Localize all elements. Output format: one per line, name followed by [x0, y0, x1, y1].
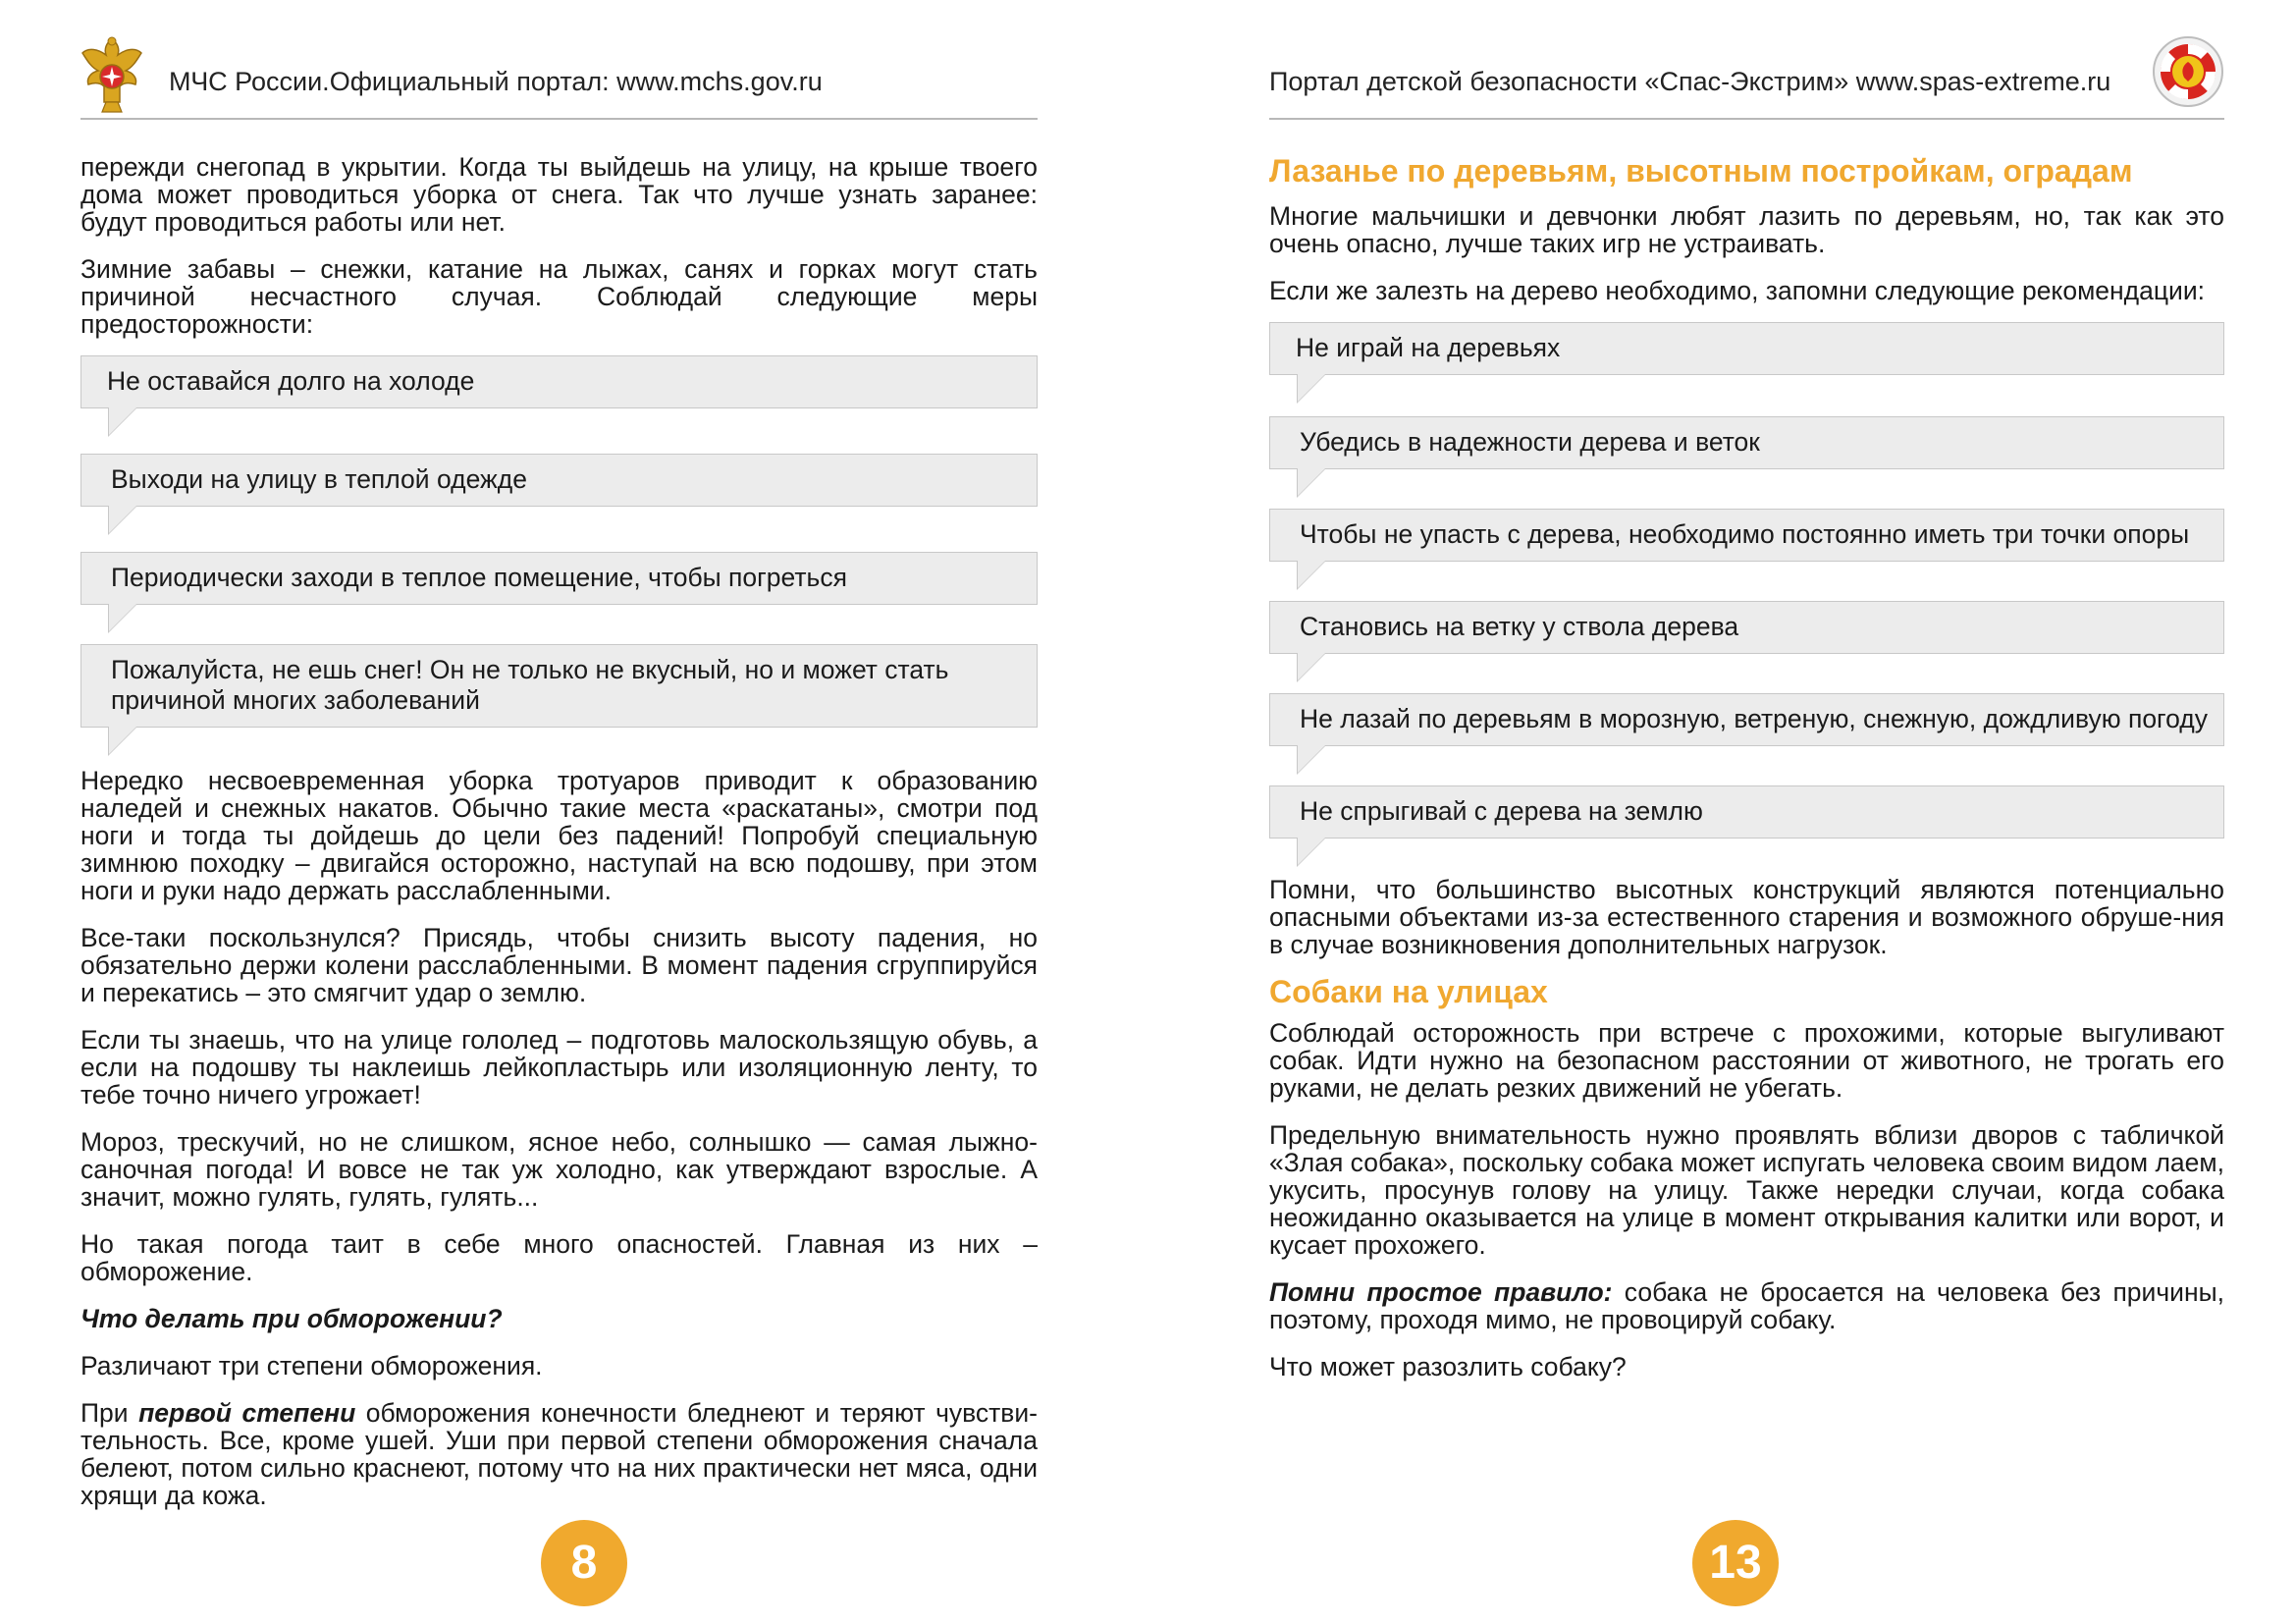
callout-box: Выходи на улицу в теплой одежде — [80, 454, 1038, 507]
text-run: собака не бросается на человека без причины, поэтому, проходя мимо, не провоцируй собаку. — [1269, 1277, 2224, 1334]
paragraph: Помни, что большинство высотных конструкций являются потенциально опасными объектами из-за естественного старения и возможного обруше-ния в случае возникновения дополнительных нагрузок. — [1269, 875, 2224, 959]
paragraph — [1269, 1278, 2224, 1333]
paragraph: Различают три степени обморожения. — [80, 1351, 543, 1380]
page-header — [1269, 29, 2224, 120]
text-run: При — [80, 1398, 139, 1428]
section-heading: Собаки на улицах — [1269, 974, 1548, 1009]
paragraph: пережди снегопад в укрытии. Когда ты выйдешь на улицу, на крыше твоего дома может проводиться уборка от снега. Так что лучше узнать заранее: будут проводиться работы или нет. — [80, 152, 1038, 237]
page-header — [80, 29, 1038, 120]
paragraph: Соблюдай осторожность при встрече с прохожими, которые выгуливают собак. Идти нужно на безопасном расстоянии от животного, не трогать его руками, не делать резких движений не убегать. — [1269, 1018, 2224, 1103]
subheading: Что делать при обморожении? — [80, 1304, 503, 1333]
left-content — [80, 153, 1038, 1529]
paragraph: Если ты знаешь, что на улице гололед – подготовь малоскользящую обувь, а если на подошву ты наклеишь лейкопластырь или изоляционную ленту, то тебе точно ничего угрожает! — [80, 1025, 1038, 1110]
callout-box: Не играй на деревьях — [1269, 322, 2224, 375]
right-content — [1269, 153, 2224, 1400]
section-heading: Лазанье по деревьям, высотным постройкам, оградам — [1269, 153, 2133, 189]
callout-box: Убедись в надежности дерева и веток — [1269, 416, 2224, 469]
header-title: МЧС России.Официальный портал: www.mchs.gov.ru — [169, 67, 823, 96]
callout-box: Пожалуйста, не ешь снег! Он не только не вкусный, но и может стать причиной многих заболеваний — [80, 644, 1038, 728]
paragraph: Все-таки поскользнулся? Присядь, чтобы снизить высоту падения, но обязательно держи колени расслабленными. В момент падения сгруппируйся и перекатись – это смягчит удар о землю. — [80, 923, 1038, 1007]
paragraph: Предельную внимательность нужно проявлять вблизи дворов с табличкой «Злая собака», поскольку собака может испугать человека своим видом лаем, укусить, просунув голову на улицу. Также нередки случаи, когда собака неожиданно оказывается на улице в момент открывания калитки или ворот, и кусает прохожего. — [1269, 1120, 2224, 1260]
paragraph: Многие мальчишки и девчонки любят лазить по деревьям, но, так как это очень опасно, лучше таких игр не устраивать. — [1269, 201, 2224, 258]
lifebuoy-logo-icon — [2152, 35, 2224, 108]
paragraph: Но такая погода таит в себе много опасностей. Главная из них – обморожение. — [80, 1229, 1038, 1286]
mchs-eagle-emblem-icon — [80, 33, 143, 114]
emphasis: первой степени — [138, 1398, 356, 1428]
page-number: 8 — [541, 1520, 627, 1606]
paragraph: Если же залезть на дерево необходимо, запомни следующие рекомендации: — [1269, 276, 2206, 305]
text-run: обморожения конечности бледнеют и теряют чувстви-тельность. Все, кроме ушей. Уши при первой степени обморожения сначала белеют, потом сильно краснеют, потому что на них практически нет мяса, одни хрящи да кожа. — [80, 1398, 1038, 1510]
callout-box: Не спрыгивай с дерева на землю — [1269, 785, 2224, 839]
emphasis: Помни простое правило: — [1269, 1277, 1613, 1307]
callout-box: Не оставайся долго на холоде — [80, 355, 1038, 408]
paragraph: Мороз, трескучий, но не слишком, ясное небо, солнышко — самая лыжно-саночная погода! И вовсе не так уж холодно, как утверждают взрослые. А значит, можно гулять, гулять, гулять... — [80, 1127, 1038, 1212]
header-title: Портал детской безопасности «Спас-Экстрим» www.spas-extreme.ru — [1269, 67, 2111, 96]
paragraph — [80, 1399, 1038, 1509]
paragraph: Зимние забавы – снежки, катание на лыжах, санях и горках могут стать причиной несчастного случая. Соблюдай следующие меры предосторожности: — [80, 254, 1038, 339]
callout-box: Становись на ветку у ствола дерева — [1269, 601, 2224, 654]
paragraph: Что может разозлить собаку? — [1269, 1352, 1627, 1381]
page-number: 13 — [1692, 1520, 1779, 1606]
left-page — [80, 0, 1038, 1624]
callout-box: Периодически заходи в теплое помещение, чтобы погреться — [80, 552, 1038, 605]
callout-box: Чтобы не упасть с дерева, необходимо постоянно иметь три точки опоры — [1269, 509, 2224, 562]
right-page — [1269, 0, 2224, 1624]
paragraph: Нередко несвоевременная уборка тротуаров приводит к образованию наледей и снежных накатов. Обычно такие места «раскатаны», смотри под ноги и тогда ты дойдешь до цели без падений! Попробуй специальную зимнюю походку – двигайся осторожно, наступай на всю подошву, при этом ноги и руки надо держать расслабленными. — [80, 766, 1038, 905]
callout-box: Не лазай по деревьям в морозную, ветреную, снежную, дождливую погоду — [1269, 693, 2224, 746]
